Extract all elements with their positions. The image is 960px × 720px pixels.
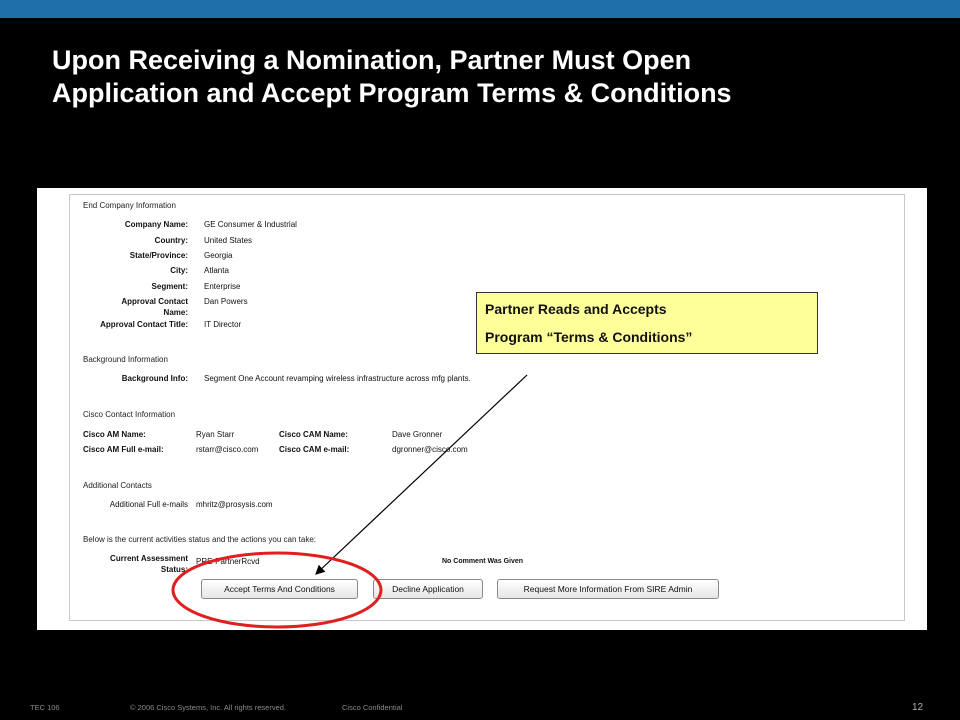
assessment-status-label-2: Status: (160, 565, 188, 574)
footer-confidential: Cisco Confidential (342, 703, 403, 712)
approval-contact-title-value: IT Director (204, 320, 242, 329)
state-label: State/Province: (129, 251, 188, 260)
approval-contact-name-value: Dan Powers (204, 297, 248, 306)
assessment-comment: No Comment Was Given (442, 558, 524, 565)
approval-contact-title-label: Approval Contact Title: (100, 320, 188, 329)
cisco-am-email-value: rstarr@cisco.com (196, 445, 259, 454)
approval-contact-name-label-1: Approval Contact (121, 297, 188, 306)
state-value: Georgia (204, 251, 233, 260)
background-info-label: Background Info: (121, 374, 188, 383)
cisco-cam-name-label: Cisco CAM Name: (279, 430, 348, 439)
background-info-value: Segment One Account revamping wireless infrastructure across mfg plants. (204, 374, 471, 383)
slide-title-line-2: Application and Accept Program Terms & Conditions (52, 78, 732, 108)
page-number: 12 (912, 702, 924, 713)
country-value: United States (204, 236, 253, 245)
footer-course-code: TEC 106 (30, 703, 60, 712)
section-cisco-contact-title: Cisco Contact Information (83, 410, 176, 419)
additional-emails-label: Additional Full e-mails (109, 500, 188, 509)
company-name-label: Company Name: (124, 220, 188, 229)
company-name-value: GE Consumer & Industrial (204, 220, 297, 229)
callout-line-2: Program “Terms & Conditions” (485, 329, 693, 345)
footer-copyright: © 2006 Cisco Systems, Inc. All rights reserved. (130, 703, 287, 712)
cisco-cam-name-value: Dave Gronner (392, 430, 443, 439)
request-more-info-button[interactable]: Request More Information From SIRE Admin (497, 579, 719, 599)
section-end-company-title: End Company Information (83, 201, 176, 210)
assessment-status-label-1: Current Assessment (110, 554, 188, 563)
cisco-cam-email-label: Cisco CAM e-mail: (279, 445, 350, 454)
additional-emails-value: mhritz@prosysis.com (196, 500, 273, 509)
section-background-title: Background Information (83, 355, 168, 364)
callout-arrow (316, 375, 527, 574)
cisco-am-email-label: Cisco AM Full e-mail: (83, 445, 164, 454)
slide-title-line-1: Upon Receiving a Nomination, Partner Must Open (52, 45, 692, 75)
highlight-ellipse (173, 553, 381, 627)
segment-label: Segment: (151, 282, 188, 291)
cisco-am-name-label: Cisco AM Name: (83, 430, 146, 439)
cisco-cam-email-value: dgronner@cisco.com (392, 445, 468, 454)
city-label: City: (170, 266, 188, 275)
approval-contact-name-label-2: Name: (163, 308, 188, 317)
callout-line-1: Partner Reads and Accepts (485, 301, 667, 317)
accept-terms-button[interactable]: Accept Terms And Conditions (201, 579, 358, 599)
decline-application-button[interactable]: Decline Application (373, 579, 483, 599)
activities-intro: Below is the current activities status and the actions you can take: (83, 535, 317, 544)
city-value: Atlanta (204, 266, 229, 275)
section-additional-contacts-title: Additional Contacts (83, 481, 152, 490)
segment-value: Enterprise (204, 282, 241, 291)
assessment-status-value: PRE-PartnerRcvd (196, 557, 260, 566)
country-label: Country: (154, 236, 188, 245)
cisco-am-name-value: Ryan Starr (196, 430, 235, 439)
